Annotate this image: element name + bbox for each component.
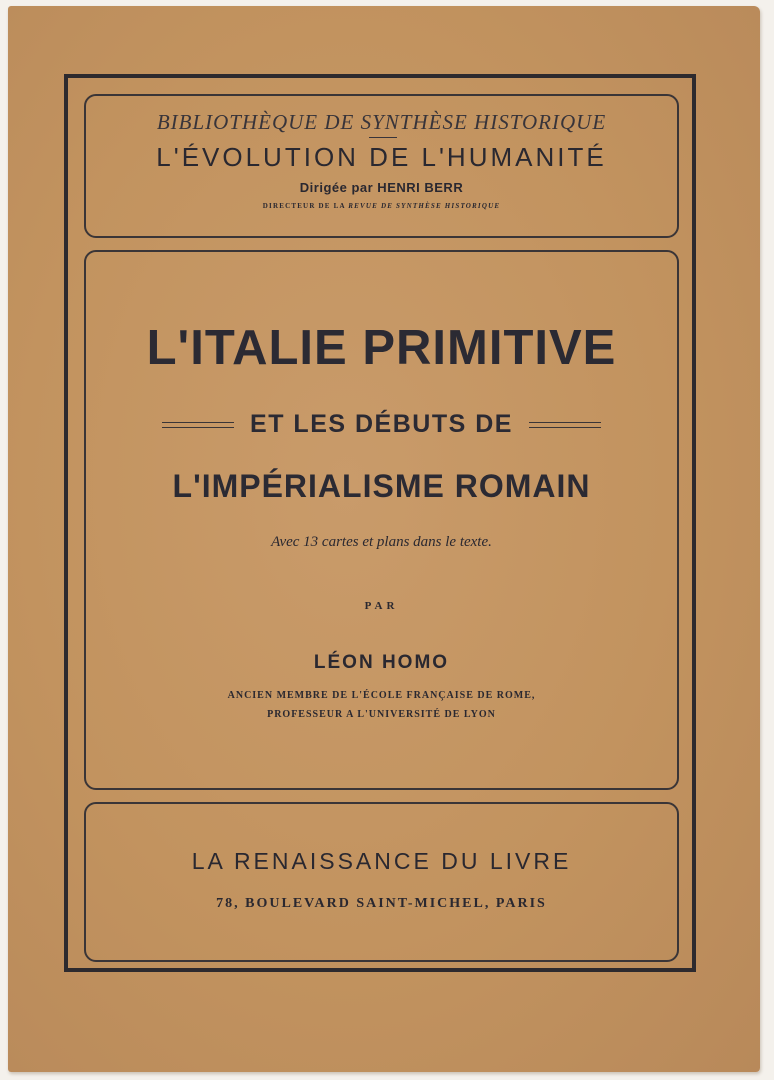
author-credential-2: PROFESSEUR A L'UNIVERSITÉ DE LYON bbox=[267, 709, 496, 720]
outer-border-frame bbox=[64, 74, 696, 972]
subtitle-row bbox=[86, 410, 677, 439]
director-note-prefix: DIRECTEUR DE LA bbox=[262, 202, 349, 210]
subtitle-line-1: ET LES DÉBUTS DE bbox=[250, 410, 513, 438]
series-director: Dirigée par HENRI BERR bbox=[299, 180, 464, 195]
book-note: Avec 13 cartes et plans dans le texte. bbox=[271, 534, 492, 550]
collection-name: BIBLIOTHÈQUE DE SYNTHÈSE HISTORIQUE bbox=[156, 110, 607, 134]
series-divider bbox=[369, 137, 397, 138]
director-note-journal: REVUE DE SYNTHÈSE HISTORIQUE bbox=[348, 202, 501, 210]
title-panel bbox=[84, 250, 679, 790]
publisher-address: 78, BOULEVARD SAINT-MICHEL, PARIS bbox=[216, 896, 547, 911]
book-title: L'ITALIE PRIMITIVE bbox=[146, 321, 617, 375]
by-label: PAR bbox=[364, 600, 399, 612]
director-note bbox=[86, 202, 677, 210]
subtitle-line-2: L'IMPÉRIALISME ROMAIN bbox=[172, 468, 591, 504]
publisher-panel bbox=[84, 802, 679, 962]
left-double-rule bbox=[162, 422, 234, 428]
book-cover bbox=[8, 6, 760, 1072]
author-credential-1: ANCIEN MEMBRE DE L'ÉCOLE FRANÇAISE DE ROME, bbox=[227, 690, 536, 701]
author-name: LÉON HOMO bbox=[313, 652, 450, 673]
series-title: L'ÉVOLUTION DE L'HUMANITÉ bbox=[156, 142, 607, 172]
right-double-rule bbox=[529, 422, 601, 428]
publisher-name: LA RENAISSANCE DU LIVRE bbox=[191, 848, 572, 874]
series-panel bbox=[84, 94, 679, 238]
